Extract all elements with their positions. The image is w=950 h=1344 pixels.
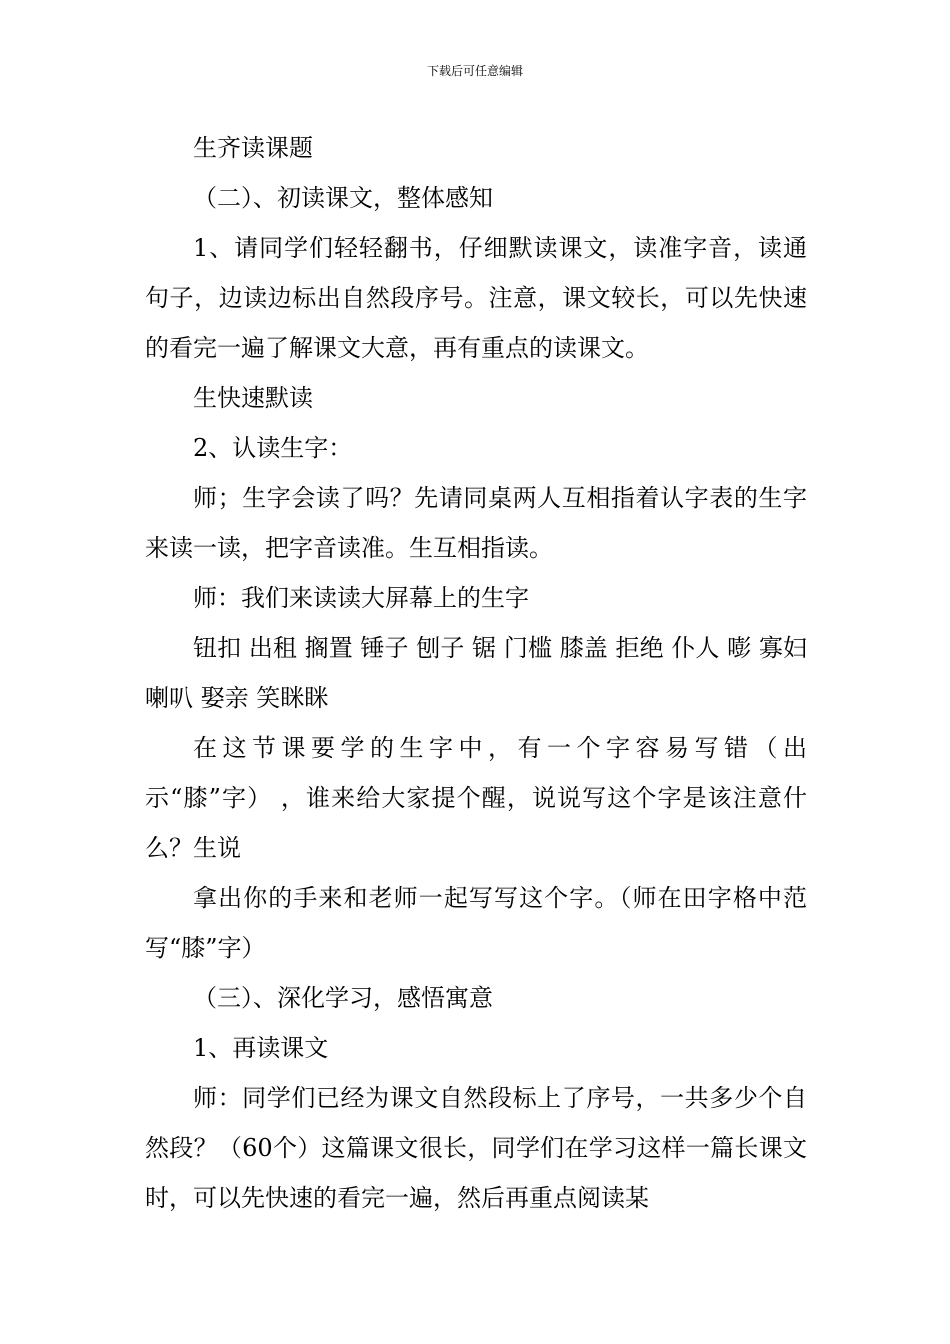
page-header: 下载后可任意编辑	[426, 64, 523, 78]
paragraph: 拿出你的手来和老师一起写写这个字。（师在田字格中范写“膝”字）	[145, 884, 807, 962]
paragraph: 师；生字会读了吗？先请同桌两人互相指着认字表的生字来读一读，把字音读准。生互相指读。	[145, 484, 807, 562]
paragraph: 师：同学们已经为课文自然段标上了序号，一共多少个自然段？（60个）这篇课文很长，同学们在学习这样一篇长课文时，可以先快速的看完一遍，然后再重点阅读某	[145, 1084, 807, 1212]
paragraph: 生快速默读	[193, 384, 313, 412]
paragraph: 师：我们来读读大屏幕上的生字	[193, 584, 529, 612]
paragraph: 生齐读课题	[193, 134, 313, 162]
paragraph: 2、认读生字：	[193, 434, 353, 462]
paragraph: 1、再读课文	[193, 1034, 329, 1062]
section-heading: （二）、初读课文，整体感知	[193, 184, 493, 212]
document-body	[145, 123, 807, 1223]
section-heading: （三）、深化学习，感悟寓意	[193, 984, 493, 1012]
paragraph: 1、请同学们轻轻翻书，仔细默读课文，读准字音，读通句子，边读边标出自然段序号。注意，课文较长，可以先快速的看完一遍了解课文大意，再有重点的读课文。	[145, 234, 807, 362]
vocabulary-list: 钮扣 出租 搁置 锤子 刨子 锯 门槛 膝盖 拒绝 仆人 嘭 寡妇喇叭 娶亲 笑眯眯	[145, 634, 807, 712]
paragraph: 在这节课要学的生字中，有一个字容易写错（出示“膝”字） ，谁来给大家提个醒，说说写这个字是该注意什么？生说	[145, 734, 807, 862]
